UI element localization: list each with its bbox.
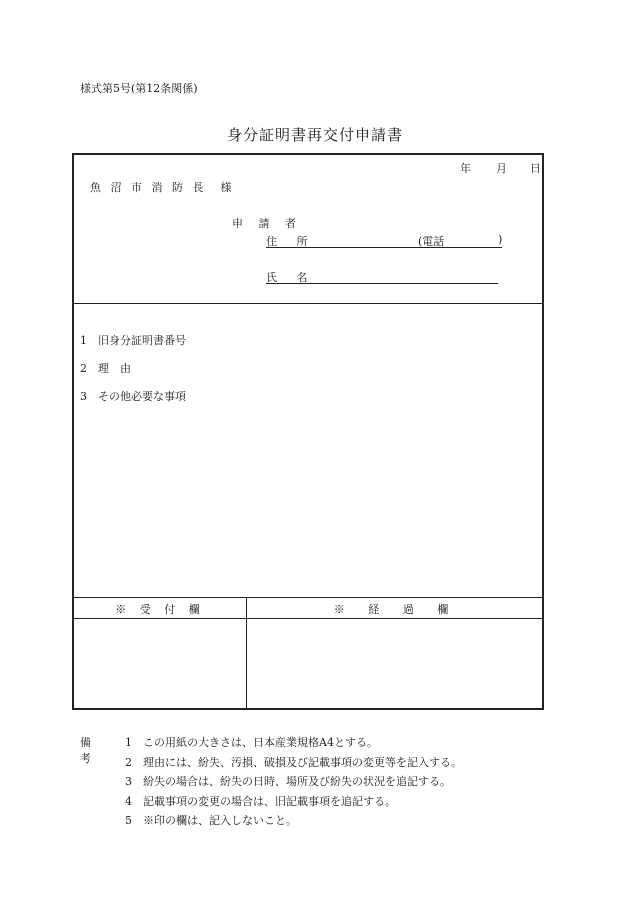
address-field[interactable] bbox=[266, 233, 502, 248]
remark-note bbox=[125, 793, 396, 809]
note-number: 5 bbox=[125, 814, 132, 827]
name-label: 氏 名 bbox=[266, 271, 316, 284]
item-text: 旧身分証明書番号 bbox=[98, 334, 186, 347]
note-text: この用紙の大きさは、日本産業規格A4とする。 bbox=[143, 736, 378, 749]
name-field[interactable] bbox=[266, 269, 498, 284]
item-text: その他必要な事項 bbox=[98, 390, 186, 403]
note-text: 理由には、紛失、汚損、破損及び記載事項の変更等を記入する。 bbox=[143, 756, 462, 769]
remark-note bbox=[125, 812, 297, 828]
note-number: 1 bbox=[125, 736, 132, 749]
addressee: 魚 沼 市 消 防 長 様 bbox=[90, 181, 235, 194]
note-number: 3 bbox=[125, 775, 132, 788]
item-reason bbox=[80, 360, 131, 376]
date-year-label: 年 bbox=[460, 162, 471, 175]
note-text: 記載事項の変更の場合は、旧記載事項を追記する。 bbox=[143, 795, 396, 808]
form-number: 様式第5号(第12条関係) bbox=[80, 82, 198, 95]
date-day-label: 日 bbox=[530, 162, 541, 175]
section-top-divider bbox=[74, 597, 542, 598]
note-number: 2 bbox=[125, 756, 132, 769]
document-title: 身分証明書再交付申請書 bbox=[226, 126, 403, 144]
phone-close-paren: ) bbox=[498, 233, 503, 246]
remarks-label: 備 考 bbox=[80, 736, 100, 765]
item-number: 2 bbox=[80, 362, 87, 375]
applicant-label: 申 請 者 bbox=[232, 217, 302, 230]
header-divider bbox=[74, 303, 542, 304]
reception-column-header: ※ 受 付 欄 bbox=[115, 603, 205, 616]
item-other-matters bbox=[80, 388, 186, 404]
note-number: 4 bbox=[125, 795, 132, 808]
remark-note bbox=[125, 734, 378, 750]
date-month-label: 月 bbox=[496, 162, 507, 175]
phone-label: (電話 bbox=[418, 235, 445, 248]
address-label: 住 所 bbox=[266, 235, 316, 248]
note-text: ※印の欄は、記入しないこと。 bbox=[143, 814, 297, 827]
progress-column-header: ※ 経 過 欄 bbox=[333, 603, 459, 616]
application-form-box bbox=[72, 153, 544, 710]
item-text: 理 由 bbox=[98, 362, 131, 375]
item-number: 1 bbox=[80, 334, 87, 347]
section-header-divider bbox=[74, 618, 542, 619]
item-old-id-number bbox=[80, 332, 186, 348]
remark-note bbox=[125, 754, 462, 770]
note-text: 紛失の場合は、紛失の日時、場所及び紛失の状況を追記する。 bbox=[143, 775, 451, 788]
remark-note bbox=[125, 773, 451, 789]
item-number: 3 bbox=[80, 390, 87, 403]
